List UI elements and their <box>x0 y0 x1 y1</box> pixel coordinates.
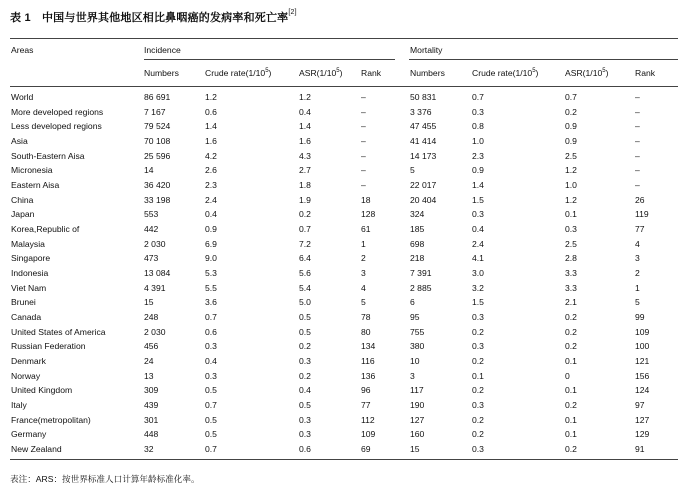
cell-mortality-numbers: 127 <box>410 414 425 425</box>
cell-mortality-asr: 2.8 <box>565 253 577 264</box>
cell-mortality-crude-rate: 0.3 <box>472 399 484 410</box>
cell-incidence-numbers: 7 167 <box>144 106 166 117</box>
header-mortality-crude-rate <box>472 68 538 79</box>
cell-incidence-asr: 1.9 <box>299 194 311 205</box>
cell-mortality-numbers: 2 885 <box>410 282 432 293</box>
cell-mortality-asr: 1.2 <box>565 194 577 205</box>
cell-incidence-crude-rate: 2.3 <box>205 180 217 190</box>
cell-area: Italy <box>11 399 27 410</box>
cell-incidence-asr: 0.7 <box>299 223 311 234</box>
cell-mortality-rank: 121 <box>635 355 650 366</box>
cell-incidence-numbers: 25 596 <box>144 150 171 161</box>
cell-incidence-rank: 77 <box>361 399 371 410</box>
cell-area: Singapore <box>11 253 51 264</box>
cell-incidence-numbers: 13 084 <box>144 267 171 278</box>
cell-mortality-rank: 99 <box>635 311 645 322</box>
cell-incidence-crude-rate: 0.5 <box>205 414 217 425</box>
cell-incidence-asr: 0.4 <box>299 106 311 117</box>
cell-incidence-crude-rate: 1.2 <box>205 92 217 102</box>
cell-mortality-crude-rate: 3.0 <box>472 267 484 278</box>
cell-incidence-numbers: 70 108 <box>144 136 171 146</box>
cell-mortality-asr: 0.2 <box>565 106 577 117</box>
cell-mortality-asr: 0.2 <box>565 311 577 322</box>
cell-mortality-rank: 1 <box>635 282 640 293</box>
crude-rate-close: ) <box>535 68 539 78</box>
cell-incidence-numbers: 79 524 <box>144 121 171 132</box>
cell-mortality-asr: 0.1 <box>565 429 577 440</box>
cell-mortality-asr: 3.3 <box>565 282 577 293</box>
cell-mortality-crude-rate: 3.2 <box>472 282 484 293</box>
cell-mortality-asr: 0 <box>565 370 570 381</box>
cell-mortality-numbers: 190 <box>410 399 425 410</box>
cell-mortality-asr: 0.2 <box>565 443 577 454</box>
cell-incidence-rank: 78 <box>361 311 371 322</box>
cell-area: Less developed regions <box>11 121 102 132</box>
cell-mortality-asr: 3.3 <box>565 267 577 278</box>
cell-incidence-rank: 116 <box>361 355 375 366</box>
cell-incidence-asr: 0.6 <box>299 443 311 454</box>
cell-incidence-crude-rate: 0.7 <box>205 399 217 410</box>
cell-mortality-asr: 2.5 <box>565 238 577 249</box>
cell-area: New Zealand <box>11 443 62 454</box>
cell-mortality-numbers: 117 <box>410 385 424 396</box>
cell-mortality-crude-rate: 0.1 <box>472 370 484 381</box>
cell-incidence-asr: 5.0 <box>299 297 311 308</box>
cell-incidence-numbers: 442 <box>144 223 159 234</box>
cell-incidence-crude-rate: 1.6 <box>205 136 217 146</box>
cell-mortality-numbers: 698 <box>410 238 425 249</box>
cell-incidence-crude-rate: 0.7 <box>205 311 217 322</box>
cell-incidence-rank: 69 <box>361 443 371 454</box>
cell-incidence-rank: 2 <box>361 253 366 264</box>
cell-incidence-rank: 61 <box>361 223 371 234</box>
cell-incidence-rank: – <box>361 180 366 190</box>
cell-mortality-crude-rate: 0.3 <box>472 443 484 454</box>
cell-incidence-rank: 136 <box>361 370 376 381</box>
crude-rate-label: Crude rate(1/10 <box>472 68 533 78</box>
cell-incidence-rank: 96 <box>361 385 371 396</box>
cell-area: Indonesia <box>11 267 49 278</box>
crude-rate-close: ) <box>268 68 272 78</box>
cell-mortality-asr: 0.7 <box>565 92 577 102</box>
cell-incidence-crude-rate: 0.6 <box>205 106 217 117</box>
cell-incidence-rank: – <box>361 136 366 146</box>
cell-mortality-numbers: 324 <box>410 209 425 220</box>
cell-incidence-asr: 0.2 <box>299 341 311 352</box>
cell-incidence-asr: 0.5 <box>299 399 311 410</box>
cell-mortality-rank: 3 <box>635 253 640 264</box>
cell-mortality-numbers: 50 831 <box>410 92 437 102</box>
cell-incidence-crude-rate: 5.5 <box>205 282 217 293</box>
asr-power: 5 <box>602 68 606 74</box>
asr-label: ASR(1/10 <box>299 68 337 78</box>
cell-incidence-crude-rate: 0.7 <box>205 443 217 454</box>
cell-mortality-crude-rate: 0.3 <box>472 106 484 117</box>
cell-incidence-rank: 3 <box>361 267 366 278</box>
cell-incidence-numbers: 32 <box>144 443 154 454</box>
cell-mortality-numbers: 5 <box>410 165 415 176</box>
cell-mortality-rank: 109 <box>635 326 650 337</box>
cell-mortality-crude-rate: 2.4 <box>472 238 484 249</box>
asr-power: 5 <box>336 68 340 74</box>
cell-incidence-numbers: 301 <box>144 414 159 425</box>
cell-area: Japan <box>11 209 35 220</box>
cell-mortality-crude-rate: 0.3 <box>472 209 484 220</box>
cell-mortality-crude-rate: 0.3 <box>472 311 484 322</box>
cell-mortality-crude-rate: 0.3 <box>472 341 484 352</box>
cell-mortality-crude-rate: 0.4 <box>472 223 484 234</box>
cell-mortality-crude-rate: 1.0 <box>472 136 484 146</box>
cell-incidence-asr: 0.3 <box>299 414 311 425</box>
cell-incidence-numbers: 2 030 <box>144 326 166 337</box>
cell-mortality-numbers: 755 <box>410 326 425 337</box>
cell-mortality-asr: 0.2 <box>565 326 577 337</box>
cell-mortality-asr: 1.0 <box>565 180 577 190</box>
cell-mortality-asr: 0.9 <box>565 121 577 132</box>
header-mortality-rank: Rank <box>635 68 656 78</box>
cell-incidence-rank: 134 <box>361 341 376 352</box>
cell-mortality-rank: 97 <box>635 399 645 410</box>
cell-incidence-crude-rate: 5.3 <box>205 267 217 278</box>
header-incidence-numbers: Numbers <box>144 68 179 78</box>
cell-area: Asia <box>11 136 28 146</box>
cell-mortality-asr: 0.1 <box>565 385 577 396</box>
cell-mortality-numbers: 15 <box>410 443 420 454</box>
cell-incidence-crude-rate: 1.4 <box>205 121 217 132</box>
cell-mortality-numbers: 3 376 <box>410 106 432 117</box>
cell-mortality-asr: 0.2 <box>565 341 577 352</box>
cell-mortality-numbers: 41 414 <box>410 136 437 146</box>
crude-rate-power: 5 <box>532 68 536 74</box>
cell-area: Micronesia <box>11 165 53 176</box>
crude-rate-power: 5 <box>265 68 269 74</box>
cell-mortality-crude-rate: 1.4 <box>472 180 484 190</box>
cell-incidence-rank: – <box>361 165 366 176</box>
cell-area: Germany <box>11 429 47 440</box>
cell-incidence-rank: – <box>361 121 366 132</box>
cell-incidence-asr: 5.4 <box>299 282 311 293</box>
cell-incidence-numbers: 553 <box>144 209 159 220</box>
cell-incidence-crude-rate: 0.5 <box>205 429 217 440</box>
cell-incidence-numbers: 15 <box>144 297 154 308</box>
header-mortality-asr <box>565 68 608 79</box>
cell-incidence-numbers: 33 198 <box>144 194 171 205</box>
cell-area: Russian Federation <box>11 341 86 352</box>
cell-incidence-asr: 6.4 <box>299 253 311 264</box>
cell-incidence-rank: 4 <box>361 282 366 293</box>
cell-incidence-asr: 4.3 <box>299 150 311 161</box>
table-title-text: 表 1 中国与世界其他地区相比鼻咽癌的发病率和死亡率 <box>10 12 289 24</box>
cell-mortality-rank: 124 <box>635 385 650 396</box>
cell-mortality-rank: – <box>635 136 640 146</box>
cell-incidence-asr: 5.6 <box>299 267 311 278</box>
cell-incidence-numbers: 14 <box>144 165 154 176</box>
cell-area: United States of America <box>11 326 106 337</box>
cell-incidence-crude-rate: 0.4 <box>205 209 217 220</box>
cell-mortality-asr: 1.2 <box>565 165 577 176</box>
cell-mortality-rank: 119 <box>635 209 649 220</box>
cell-incidence-crude-rate: 4.2 <box>205 150 217 161</box>
cell-incidence-rank: – <box>361 150 366 161</box>
cell-mortality-asr: 0.2 <box>565 399 577 410</box>
header-bottom-rule <box>10 86 678 87</box>
cell-incidence-rank: 1 <box>361 238 366 249</box>
cell-mortality-rank: – <box>635 121 640 132</box>
cell-area: Canada <box>11 311 42 322</box>
cell-incidence-crude-rate: 9.0 <box>205 253 217 264</box>
cell-mortality-crude-rate: 0.2 <box>472 414 484 425</box>
cell-incidence-asr: 2.7 <box>299 165 311 176</box>
cell-incidence-rank: 112 <box>361 414 375 425</box>
header-mortality: Mortality <box>410 45 443 55</box>
cell-incidence-numbers: 36 420 <box>144 180 171 190</box>
cell-mortality-crude-rate: 4.1 <box>472 253 484 264</box>
cell-mortality-asr: 0.9 <box>565 136 577 146</box>
cell-mortality-numbers: 95 <box>410 311 420 322</box>
cell-incidence-crude-rate: 0.6 <box>205 326 217 337</box>
cell-incidence-crude-rate: 2.6 <box>205 165 217 176</box>
crude-rate-label: Crude rate(1/10 <box>205 68 266 78</box>
cell-incidence-numbers: 439 <box>144 399 159 410</box>
cell-mortality-asr: 0.1 <box>565 414 577 425</box>
header-incidence-crude-rate <box>205 68 271 79</box>
cell-incidence-crude-rate: 0.9 <box>205 223 217 234</box>
cell-mortality-rank: 156 <box>635 370 650 381</box>
cell-mortality-asr: 2.5 <box>565 150 577 161</box>
table-title-reference: [2] <box>288 9 297 17</box>
cell-incidence-numbers: 448 <box>144 429 159 440</box>
cell-incidence-rank: – <box>361 106 366 117</box>
cell-incidence-numbers: 24 <box>144 355 154 366</box>
top-rule <box>10 38 678 39</box>
cell-mortality-crude-rate: 0.2 <box>472 429 484 440</box>
cell-mortality-asr: 0.1 <box>565 355 577 366</box>
cell-area: Brunei <box>11 297 36 308</box>
cell-mortality-rank: – <box>635 165 640 176</box>
cell-incidence-asr: 0.2 <box>299 209 311 220</box>
cell-mortality-crude-rate: 0.2 <box>472 355 484 366</box>
cell-area: More developed regions <box>11 106 104 117</box>
header-mortality-numbers: Numbers <box>410 68 445 78</box>
cell-incidence-asr: 0.5 <box>299 326 311 337</box>
cell-mortality-numbers: 14 173 <box>410 150 437 161</box>
bottom-rule <box>10 459 678 460</box>
cell-area: World <box>11 92 34 102</box>
cell-mortality-numbers: 10 <box>410 355 420 366</box>
cell-incidence-asr: 0.3 <box>299 429 311 440</box>
cell-mortality-crude-rate: 1.5 <box>472 297 484 308</box>
cell-incidence-rank: 128 <box>361 209 376 220</box>
cell-mortality-numbers: 20 404 <box>410 194 437 205</box>
cell-incidence-rank: 18 <box>361 194 371 205</box>
cell-incidence-numbers: 86 691 <box>144 92 171 102</box>
cell-incidence-numbers: 2 030 <box>144 238 166 249</box>
table-footnote: 表注：ARS：按世界标准人口计算年龄标准化率。 <box>10 474 200 484</box>
cell-mortality-numbers: 218 <box>410 253 425 264</box>
cell-incidence-crude-rate: 0.3 <box>205 370 217 381</box>
header-incidence: Incidence <box>144 45 181 55</box>
cell-mortality-rank: – <box>635 106 640 117</box>
cell-incidence-rank: – <box>361 92 366 102</box>
cell-area: South-Eastern Aisa <box>11 150 85 161</box>
cell-incidence-numbers: 248 <box>144 311 159 322</box>
cell-incidence-crude-rate: 0.4 <box>205 355 217 366</box>
cell-mortality-rank: – <box>635 150 640 161</box>
cell-incidence-asr: 1.6 <box>299 136 311 146</box>
cell-mortality-crude-rate: 0.7 <box>472 92 484 102</box>
cell-mortality-rank: – <box>635 92 640 102</box>
cell-incidence-numbers: 309 <box>144 385 159 396</box>
cell-area: Viet Nam <box>11 282 47 293</box>
cell-mortality-rank: 2 <box>635 267 640 278</box>
cell-incidence-numbers: 4 391 <box>144 282 166 293</box>
cell-area: Eastern Aisa <box>11 180 60 190</box>
cell-mortality-numbers: 22 017 <box>410 180 437 190</box>
cell-mortality-numbers: 185 <box>410 223 425 234</box>
cell-area: France(metropolitan) <box>11 414 91 425</box>
cell-mortality-crude-rate: 0.2 <box>472 385 484 396</box>
cell-mortality-numbers: 47 455 <box>410 121 437 132</box>
cell-incidence-asr: 1.2 <box>299 92 311 102</box>
asr-label: ASR(1/10 <box>565 68 603 78</box>
cell-mortality-rank: 100 <box>635 341 650 352</box>
cell-incidence-rank: 5 <box>361 297 366 308</box>
mortality-group-rule <box>409 59 678 60</box>
cell-mortality-rank: 129 <box>635 429 650 440</box>
cell-area: Norway <box>11 370 41 381</box>
cell-mortality-rank: 91 <box>635 443 645 454</box>
cell-mortality-rank: 26 <box>635 194 645 205</box>
cell-incidence-crude-rate: 6.9 <box>205 238 217 249</box>
cell-mortality-numbers: 7 391 <box>410 267 432 278</box>
cell-mortality-asr: 0.3 <box>565 223 577 234</box>
header-incidence-rank: Rank <box>361 68 382 78</box>
cell-incidence-asr: 0.3 <box>299 355 311 366</box>
cell-area: United Kingdom <box>11 385 73 396</box>
cell-mortality-crude-rate: 0.8 <box>472 121 484 132</box>
cell-incidence-asr: 7.2 <box>299 238 311 249</box>
cell-mortality-numbers: 380 <box>410 341 425 352</box>
cell-mortality-numbers: 3 <box>410 370 415 381</box>
cell-mortality-crude-rate: 2.3 <box>472 150 484 161</box>
cell-mortality-rank: – <box>635 180 640 190</box>
cell-incidence-rank: 109 <box>361 429 376 440</box>
cell-incidence-crude-rate: 0.3 <box>205 341 217 352</box>
cell-incidence-asr: 0.2 <box>299 370 311 381</box>
cell-incidence-rank: 80 <box>361 326 371 337</box>
cell-mortality-rank: 5 <box>635 297 640 308</box>
asr-close: ) <box>605 68 609 78</box>
cell-incidence-crude-rate: 0.5 <box>205 385 217 396</box>
cell-mortality-crude-rate: 0.2 <box>472 326 484 337</box>
cell-incidence-asr: 1.8 <box>299 180 311 190</box>
cell-incidence-asr: 0.4 <box>299 385 311 396</box>
cell-mortality-rank: 77 <box>635 223 645 234</box>
cell-incidence-numbers: 456 <box>144 341 159 352</box>
cell-area: Korea,Republic of <box>11 223 80 234</box>
cell-incidence-numbers: 13 <box>144 370 154 381</box>
incidence-group-rule <box>144 59 395 60</box>
cell-mortality-rank: 4 <box>635 238 640 249</box>
cell-mortality-asr: 0.1 <box>565 209 577 220</box>
cell-incidence-numbers: 473 <box>144 253 159 264</box>
asr-close: ) <box>339 68 343 78</box>
cell-mortality-asr: 2.1 <box>565 297 577 308</box>
cell-area: Malaysia <box>11 238 45 249</box>
cell-mortality-rank: 127 <box>635 414 650 425</box>
cell-area: China <box>11 194 34 205</box>
cell-area: Denmark <box>11 355 46 366</box>
header-areas: Areas <box>11 45 34 55</box>
cell-incidence-crude-rate: 2.4 <box>205 194 217 205</box>
cell-mortality-numbers: 6 <box>410 297 415 308</box>
cell-mortality-crude-rate: 1.5 <box>472 194 484 205</box>
cell-mortality-numbers: 160 <box>410 429 425 440</box>
header-incidence-asr <box>299 68 342 79</box>
cell-incidence-crude-rate: 3.6 <box>205 297 217 308</box>
cell-incidence-asr: 0.5 <box>299 311 311 322</box>
table-title <box>10 9 297 25</box>
cell-mortality-crude-rate: 0.9 <box>472 165 484 176</box>
cell-incidence-asr: 1.4 <box>299 121 311 132</box>
